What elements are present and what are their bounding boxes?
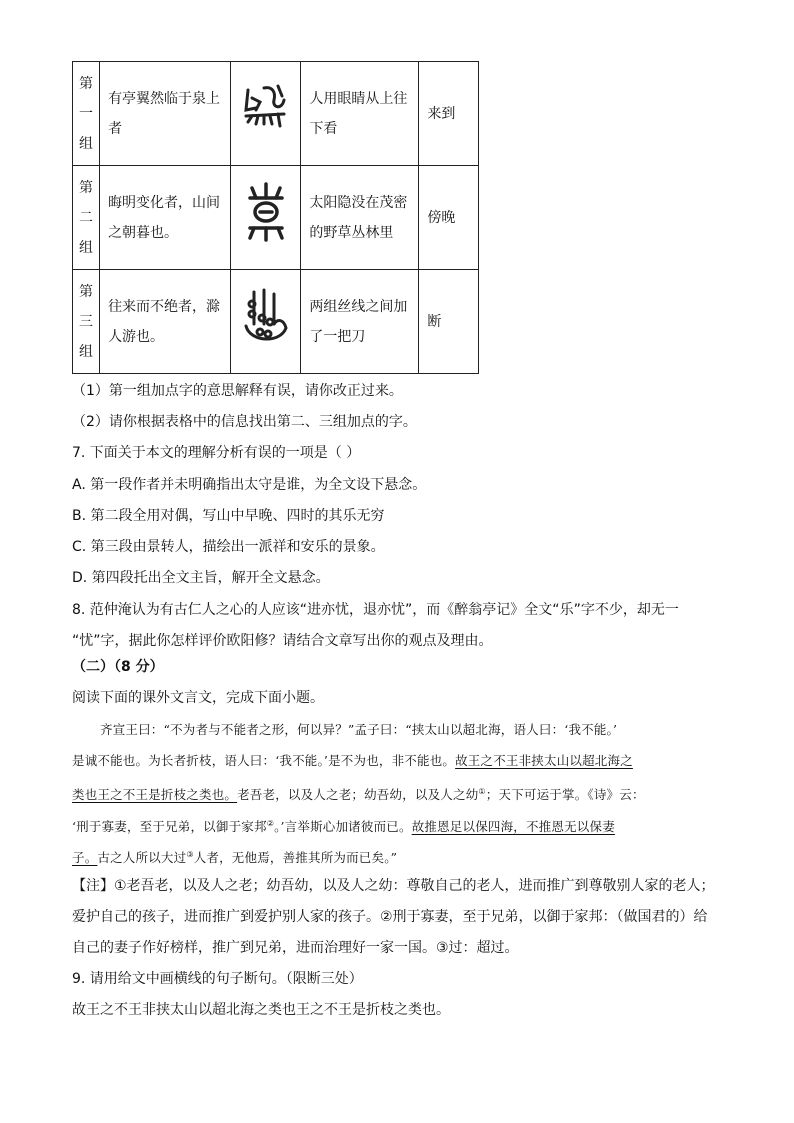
group-label-cell: 第 一 组 (73, 62, 100, 166)
q6-sub2: （2）请你根据表格中的信息找出第二、三组加点的字。 (72, 414, 417, 430)
sentence-cell: 往来而不绝者，滁人游也。 (100, 270, 231, 374)
answer-cell: 来到 (419, 62, 479, 166)
underlined-sentence: 类也王之不王是折枝之类也。 (72, 787, 238, 803)
q8-line1: 8. 范仲淹认为有古仁人之心的人应该“进亦忧，退亦忧”，而《醉翁亭记》全文“乐”字不少，却无一 (72, 602, 679, 618)
note-line: 爱护自己的孩子，进而推广到爱护别人家的孩子。②刑于寡妻，至于兄弟，以御于家邦：（做国君的）给 (72, 909, 708, 925)
section-instruction: 阅读下面的课外文言文，完成下面小题。 (72, 690, 324, 706)
underlined-sentence: 故推恩足以保四海，不推恩无以保妻 (411, 819, 615, 835)
sentence-cell: 晦明变化者，山间之朝暮也。 (100, 166, 231, 270)
glyph-cell (231, 270, 301, 374)
note-line: 【注】①老吾老，以及人之老；幼吾幼，以及人之幼：尊敬自己的老人，进而推广到尊敬别人家的老人； (72, 878, 715, 894)
underlined-sentence: 故王之不王非挟太山以超北海之 (455, 753, 633, 768)
underlined-sentence: 子。 (72, 850, 98, 866)
glyph-cell (231, 166, 301, 270)
passage-line: 子。古之人所以大过③人者，无他焉，善推其所为而已矣。” (72, 850, 398, 866)
glyph-cell (231, 62, 301, 166)
passage-line: 齐宣王曰：“不为者与不能者之形，何以异？”孟子曰：“挟太山以超北海，语人曰：‘我不能。’ (100, 722, 618, 737)
sentence-cell: 有亭翼然临于泉上者 (100, 62, 231, 166)
note-line: 自己的妻子作好榜样，推广到兄弟，进而治理好一家一国。③过：超过。 (72, 940, 519, 956)
table-row (73, 62, 479, 166)
footnote-mark: ② (266, 819, 275, 828)
meaning-cell: 两组丝线之间加了一把刀 (301, 270, 419, 374)
passage-line: 是诚不能也。为长者折枝，语人曰：‘我不能。’是不为也，非不能也。故王之不王非挟太山以超北海之 (72, 753, 633, 768)
q7-option-b: B. 第二段全用对偶，写山中早晚、四时的其乐无穷 (72, 508, 385, 524)
meaning-cell: 太阳隐没在茂密的野草丛林里 (301, 166, 419, 270)
oracle-glyph-jue-icon (240, 284, 292, 348)
q7-option-a: A. 第一段作者并未明确指出太守是谁，为全文设下悬念。 (72, 477, 427, 493)
table-row (73, 166, 479, 270)
answer-cell: 断 (419, 270, 479, 374)
q8-line2: “忧”字，据此你怎样评价欧阳修？请结合文章写出你的观点及理由。 (72, 633, 493, 649)
q7-option-c: C. 第三段由景转人，描绘出一派祥和安乐的景象。 (72, 539, 385, 555)
group-label-cell: 第 三 组 (73, 270, 100, 374)
table-row (73, 270, 479, 374)
passage-line: ‘刑于寡妻，至于兄弟，以御于家邦②。’言举斯心加诸彼而已。故推恩足以保四海，不推恩无以保妻 (72, 819, 615, 835)
q7-option-d: D. 第四段托出全文主旨，解开全文悬念。 (72, 570, 330, 586)
answer-cell: 傍晚 (419, 166, 479, 270)
q6-sub1: （1）第一组加点字的意思解释有误，请你改正过来。 (72, 383, 403, 399)
footnote-mark: ① (478, 787, 486, 796)
oracle-glyph-table (72, 61, 479, 374)
q7-stem: 7. 下面关于本文的理解分析有误的一项是（ ） (72, 445, 361, 461)
oracle-glyph-lin-icon (242, 80, 290, 136)
oracle-glyph-mu-icon (242, 180, 290, 244)
footnote-mark: ③ (186, 850, 194, 859)
q9-sentence: 故王之不王非挟太山以超北海之类也王之不王是折枝之类也。 (72, 1002, 450, 1018)
section-title: （二）（8 分） (72, 659, 164, 675)
q9-stem: 9. 请用给文中画横线的句子断句。（限断三处） (72, 971, 363, 987)
passage-line: 类也王之不王是折枝之类也。老吾老，以及人之老；幼吾幼，以及人之幼①；天下可运于掌。《诗》云： (72, 787, 645, 803)
group-label-cell: 第 二 组 (73, 166, 100, 270)
meaning-cell: 人用眼睛从上往下看 (301, 62, 419, 166)
